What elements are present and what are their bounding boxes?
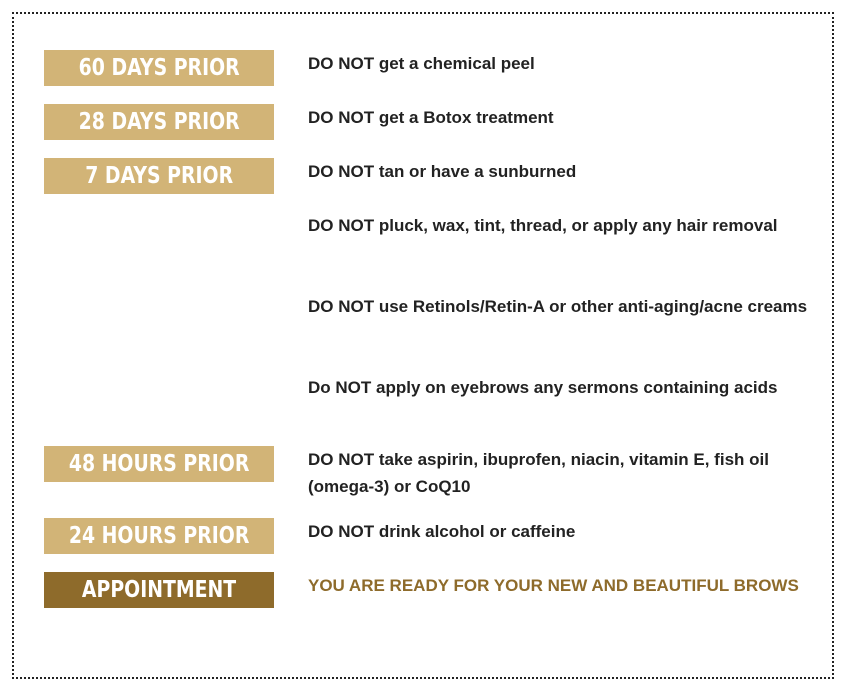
badge-label: 48 HOURS PRIOR <box>68 451 250 477</box>
badge-24-hours-prior <box>44 518 274 554</box>
instruction-text: DO NOT get a chemical peel <box>308 54 535 73</box>
instruction-text: DO NOT take aspirin, ibuprofen, niacin, vitamin E, fish oil (omega-3) or CoQ10 <box>308 450 769 496</box>
badge-label: 60 DAYS PRIOR <box>78 55 240 81</box>
instruction-text: DO NOT use Retinols/Retin-A or other anti-aging/acne creams <box>308 297 808 316</box>
instruction-text: Do NOT apply on eyebrows any sermons containing acids <box>308 378 778 397</box>
badge-label: 7 DAYS PRIOR <box>85 163 233 189</box>
final-message-text: YOU ARE READY FOR YOUR NEW AND BEAUTIFUL BROWS <box>308 576 799 595</box>
badge-60-days-prior <box>44 50 274 86</box>
instruction-text: DO NOT get a Botox treatment <box>308 108 554 127</box>
instruction-text: DO NOT pluck, wax, tint, thread, or apply any hair removal <box>308 216 778 235</box>
badge-label: 28 DAYS PRIOR <box>78 109 240 135</box>
badge-28-days-prior <box>44 104 274 140</box>
badge-7-days-prior <box>44 158 274 194</box>
badge-48-hours-prior <box>44 446 274 482</box>
badge-label: APPOINTMENT <box>81 577 237 603</box>
instruction-text: DO NOT drink alcohol or caffeine <box>308 522 576 541</box>
badge-appointment <box>44 572 274 608</box>
badge-label: 24 HOURS PRIOR <box>68 523 250 549</box>
instruction-text: DO NOT tan or have a sunburned <box>308 162 577 181</box>
